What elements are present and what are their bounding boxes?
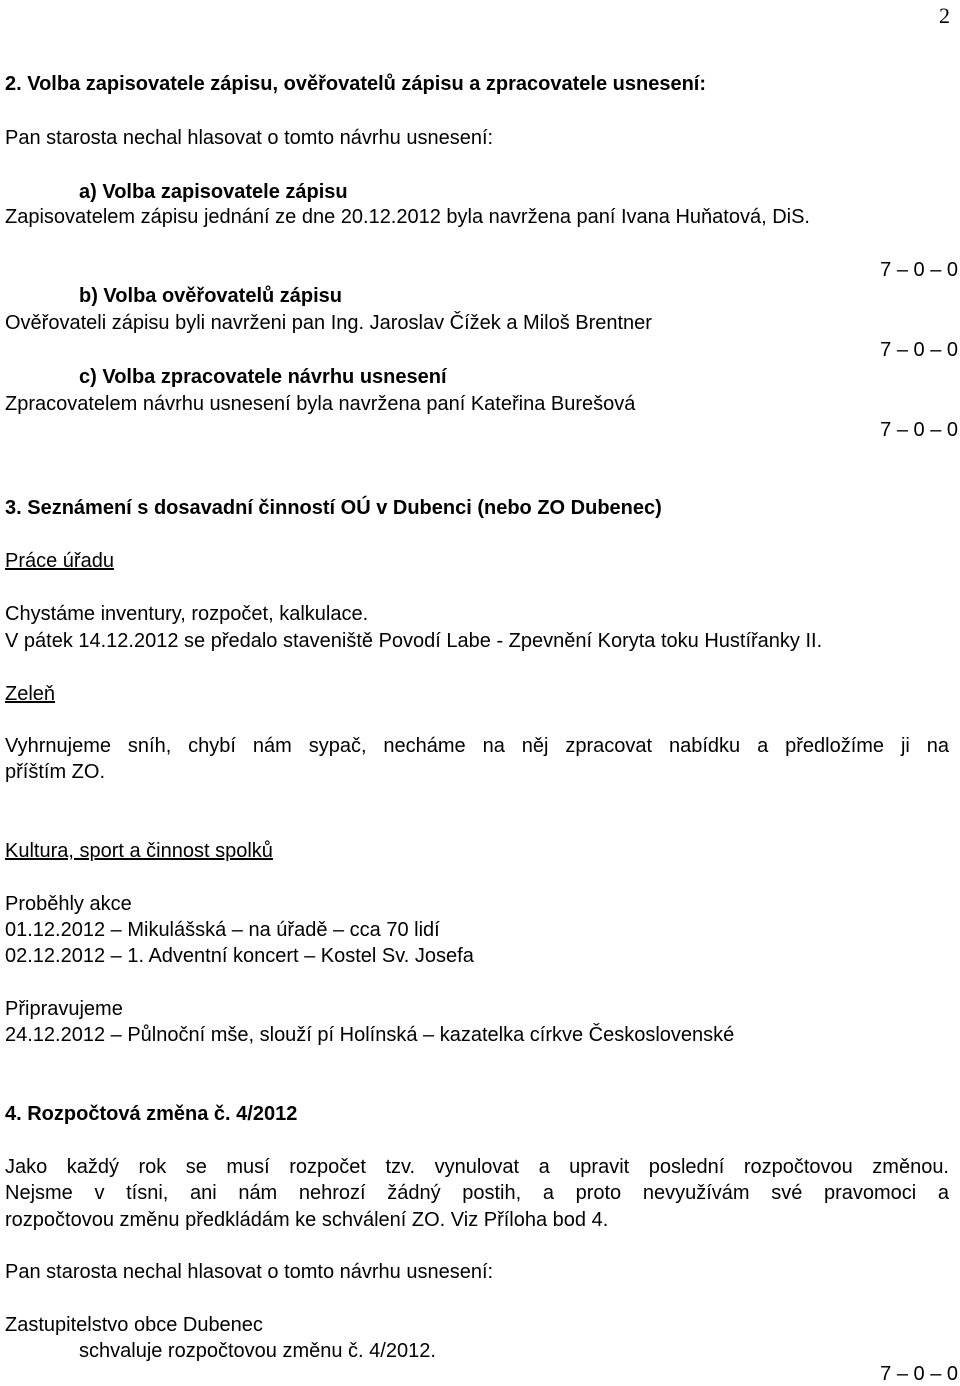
item-a-text: Zapisovatelem zápisu jednání ze dne 20.12.2012 byla navržena paní Ivana Huňatová, DiS. (5, 206, 810, 228)
section2-intro: Pan starosta nechal hlasovat o tomto návrhu usnesení: (5, 127, 494, 149)
planned-event-1: 24.12.2012 – Půlnoční mše, slouží pí Holínská – kazatelka církve Československé (5, 1024, 735, 1046)
item-a-title: a) Volba zapisovatele zápisu (79, 181, 348, 203)
section2-heading: 2. Volba zapisovatele zápisu, ověřovatelů zápisu a zpracovatele usnesení: (5, 73, 706, 95)
greenery-line1: Vyhrnujeme sníh, chybí nám sypač, necháme na něj zpracovat nabídku a předložíme ji na (5, 735, 949, 757)
section4-heading: 4. Rozpočtová změna č. 4/2012 (5, 1103, 298, 1125)
planned-events-title: Připravujeme (5, 998, 123, 1020)
office-work-line1: Chystáme inventury, rozpočet, kalkulace. (5, 603, 369, 625)
office-work-title: Práce úřadu (5, 550, 114, 572)
item-c-title: c) Volba zpracovatele návrhu usnesení (79, 366, 447, 388)
item-c-text: Zpracovatelem návrhu usnesení byla navržena paní Kateřina Burešová (5, 393, 636, 415)
section3-heading: 3. Seznámení s dosavadní činností OÚ v Dubenci (nebo ZO Dubenec) (5, 497, 662, 519)
vote-result-budget: 7 – 0 – 0 (880, 1363, 958, 1385)
past-event-2: 02.12.2012 – 1. Adventní koncert – Kostel Sv. Josefa (5, 945, 474, 967)
council-name: Zastupitelstvo obce Dubenec (5, 1314, 263, 1336)
item-b-title: b) Volba ověřovatelů zápisu (79, 285, 343, 307)
budget-para-line1: Jako každý rok se musí rozpočet tzv. vynulovat a upravit poslední rozpočtovou změnou. (5, 1156, 949, 1178)
budget-para-line3: rozpočtovou změnu předkládám ke schválení ZO. Viz Příloha bod 4. (5, 1209, 609, 1231)
culture-title: Kultura, sport a činnost spolků (5, 840, 273, 862)
past-events-title: Proběhly akce (5, 893, 132, 915)
resolution-text: schvaluje rozpočtovou změnu č. 4/2012. (79, 1340, 436, 1362)
greenery-line2: příštím ZO. (5, 761, 105, 783)
budget-para-line2: Nejsme v tísni, ani nám nehrozí žádný postih, a proto nevyužívám své pravomoci a (5, 1182, 949, 1204)
past-event-1: 01.12.2012 – Mikulášská – na úřadě – cca 70 lidí (5, 919, 440, 941)
vote-result-a: 7 – 0 – 0 (880, 259, 958, 281)
item-b-text: Ověřovateli zápisu byli navrženi pan Ing. Jaroslav Čížek a Miloš Brentner (5, 312, 652, 334)
office-work-line2: V pátek 14.12.2012 se předalo staveniště Povodí Labe - Zpevnění Koryta toku Hustířanky II. (5, 630, 823, 652)
page-number: 2 (939, 3, 950, 28)
vote-result-c: 7 – 0 – 0 (880, 419, 958, 441)
section4-intro: Pan starosta nechal hlasovat o tomto návrhu usnesení: (5, 1261, 494, 1283)
greenery-title: Zeleň (5, 683, 56, 705)
vote-result-b: 7 – 0 – 0 (880, 339, 958, 361)
